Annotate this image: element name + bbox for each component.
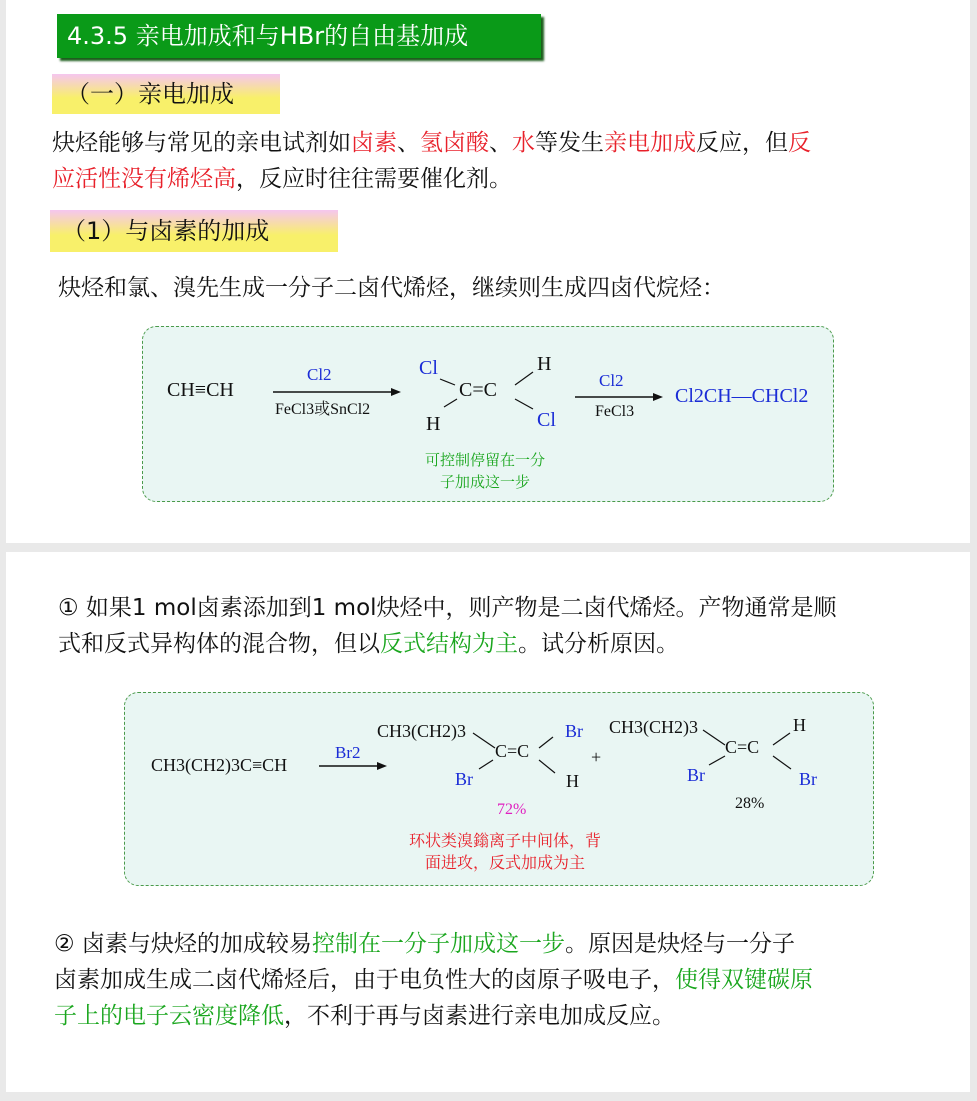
reagent-cl2-second: Cl2 bbox=[599, 371, 624, 390]
dichloro-h-top: H bbox=[537, 353, 552, 375]
point-2-text: 。原因是炔烃与一分子 bbox=[564, 931, 795, 957]
slide-2 bbox=[6, 552, 970, 1092]
dichloro-double-bond: C=C bbox=[459, 379, 497, 401]
reaction-box-2 bbox=[124, 692, 874, 886]
trans-product-br-top: Br bbox=[565, 721, 583, 741]
catalyst-2: FeCl3 bbox=[595, 403, 635, 420]
trans-yield: 72% bbox=[497, 801, 527, 818]
intro-highlight-halogen: 卤素 bbox=[351, 130, 397, 156]
dichloro-cl-bottom: Cl bbox=[537, 409, 556, 431]
intro-highlight-reactivity: 应活性没有烯烃高 bbox=[52, 166, 236, 192]
point-2-text: ，不利于再与卤素进行亲电加成反应。 bbox=[284, 1003, 675, 1029]
trans-product-chain: CH3(CH2)3 bbox=[377, 721, 466, 741]
trans-product-h: H bbox=[566, 771, 579, 791]
trans-product-double-bond: C=C bbox=[495, 741, 530, 761]
cis-product-br-left: Br bbox=[687, 765, 705, 785]
point-2-highlight: 子上的电子云密度降低 bbox=[54, 1003, 284, 1029]
section-heading: （一）亲电加成 bbox=[52, 74, 280, 114]
point-1-highlight: 反式结构为主 bbox=[380, 631, 518, 657]
reagent-cl2: Cl2 bbox=[307, 365, 332, 384]
halogen-desc: 炔烃和氯、溴先生成一分子二卤代烯烃，继续则生成四卤代烷烃： bbox=[58, 275, 725, 301]
point-2-highlight: 控制在一分子加成这一步 bbox=[311, 931, 565, 957]
cis-product-br-right: Br bbox=[799, 769, 817, 789]
reagent-br2: Br2 bbox=[335, 743, 361, 762]
catalyst-1: FeCl3或SnCl2 bbox=[275, 401, 371, 418]
trans-product-br-bottom: Br bbox=[455, 769, 473, 789]
reaction-box-1 bbox=[142, 326, 834, 502]
dichloro-h-bottom: H bbox=[426, 413, 441, 435]
slide-1 bbox=[6, 0, 970, 543]
intro-highlight-reactivity: 反 bbox=[788, 130, 811, 156]
intro-text: 、 bbox=[489, 130, 512, 156]
plus-sign: + bbox=[591, 747, 602, 767]
intro-highlight-hydrohalic: 氢卤酸 bbox=[420, 130, 489, 156]
point-2-text: 卤素加成生成二卤代烯烃后，由于电负性大的卤原子吸电子， bbox=[54, 967, 675, 993]
slide-title: 4.3.5 亲电加成和与HBr的自由基加成 bbox=[57, 14, 541, 58]
point-2-text: ② 卤素与炔烃的加成较易 bbox=[54, 931, 312, 957]
intro-text: 、 bbox=[397, 130, 420, 156]
tetrachloro-product: Cl2CH—CHCl2 bbox=[675, 385, 809, 407]
cis-product-h: H bbox=[793, 715, 806, 735]
subheading: （1）与卤素的加成 bbox=[50, 210, 338, 252]
hexyne-reactant: CH3(CH2)3C≡CH bbox=[151, 755, 288, 775]
intro-highlight-addition: 亲电加成 bbox=[604, 130, 696, 156]
acetylene: CH≡CH bbox=[167, 379, 234, 401]
point-1-text: ① 如果1 mol卤素添加到1 mol炔烃中，则产物是二卤代烯烃。产物通常是顺 bbox=[58, 595, 837, 621]
cis-product-double-bond: C=C bbox=[725, 737, 760, 757]
intro-text: 炔烃能够与常见的亲电试剂如 bbox=[52, 130, 351, 156]
dichloro-cl-top: Cl bbox=[419, 357, 438, 379]
note-line: 环状类溴鎓离子中间体，背 bbox=[408, 831, 601, 850]
note-line: 子加成这一步 bbox=[439, 473, 530, 491]
note-line: 面进攻，反式加成为主 bbox=[424, 853, 585, 872]
reaction-2-note bbox=[369, 830, 641, 874]
intro-text: ，反应时往往需要催化剂。 bbox=[236, 166, 512, 192]
point-2 bbox=[54, 926, 954, 1034]
point-1-text: 式和反式异构体的混合物，但以 bbox=[58, 631, 380, 657]
intro-highlight-water: 水 bbox=[512, 130, 535, 156]
point-1 bbox=[58, 590, 958, 662]
intro-text: 等发生 bbox=[535, 130, 604, 156]
note-line: 可控制停留在一分 bbox=[424, 451, 545, 469]
cis-yield: 28% bbox=[735, 795, 765, 812]
cis-product-chain: CH3(CH2)3 bbox=[609, 717, 698, 737]
intro-paragraph bbox=[52, 125, 952, 197]
point-1-text: 。试分析原因。 bbox=[518, 631, 679, 657]
reaction-1-note bbox=[401, 449, 569, 493]
intro-text: 反应，但 bbox=[696, 130, 788, 156]
point-2-highlight: 使得双键碳原 bbox=[675, 967, 813, 993]
